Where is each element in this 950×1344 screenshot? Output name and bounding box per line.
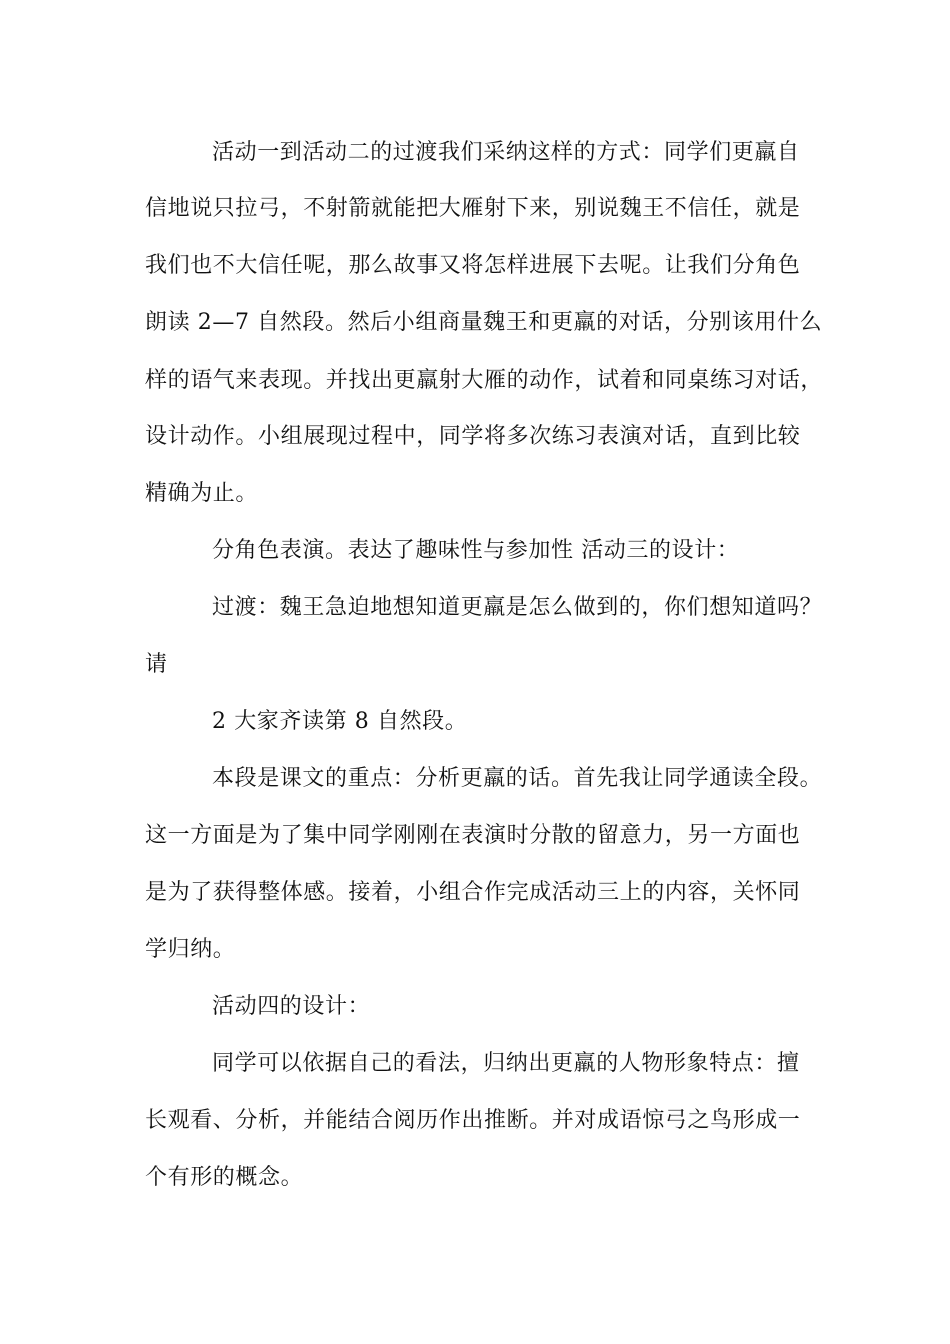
paragraph-line: 过渡：魏王急迫地想知道更羸是怎么做到的，你们想知道吗？ — [212, 595, 823, 620]
paragraph-line: 长观看、分析，并能结合阅历作出推断。并对成语惊弓之鸟形成一 — [145, 1108, 801, 1133]
paragraph-line: 样的语气来表现。并找出更羸射大雁的动作，试着和同桌练习对话， — [145, 368, 824, 393]
paragraph-line: 活动一到活动二的过渡我们采纳这样的方式：同学们更羸自 — [212, 140, 800, 165]
paragraph-line: 请 — [145, 652, 168, 677]
paragraph-line: 分角色表演。表达了趣味性与参加性 活动三的设计： — [212, 538, 740, 563]
paragraph-line: 设计动作。小组展现过程中，同学将多次练习表演对话，直到比较 — [145, 424, 801, 449]
paragraph-line: 个有形的概念。 — [145, 1165, 304, 1190]
paragraph-line: 活动四的设计： — [212, 994, 371, 1019]
paragraph-line: 2 大家齐读第 8 自然段。 — [212, 709, 468, 734]
paragraph-line: 同学可以依据自己的看法，归纳出更羸的人物形象特点：擅 — [212, 1051, 800, 1076]
paragraph-line: 学归纳。 — [145, 937, 236, 962]
paragraph-line: 信地说只拉弓，不射箭就能把大雁射下来，别说魏王不信任，就是 — [145, 196, 801, 221]
paragraph-line: 朗读 2—7 自然段。然后小组商量魏王和更羸的对话，分别该用什么 — [145, 310, 823, 335]
paragraph-line: 精确为止。 — [145, 481, 259, 506]
paragraph-line: 本段是课文的重点：分析更羸的话。首先我让同学通读全段。 — [212, 766, 823, 791]
paragraph-line: 这一方面是为了集中同学刚刚在表演时分散的留意力，另一方面也 — [145, 823, 801, 848]
paragraph-line: 是为了获得整体感。接着，小组合作完成活动三上的内容，关怀同 — [145, 880, 801, 905]
paragraph-line: 我们也不大信任呢，那么故事又将怎样进展下去呢。让我们分角色 — [145, 253, 801, 278]
